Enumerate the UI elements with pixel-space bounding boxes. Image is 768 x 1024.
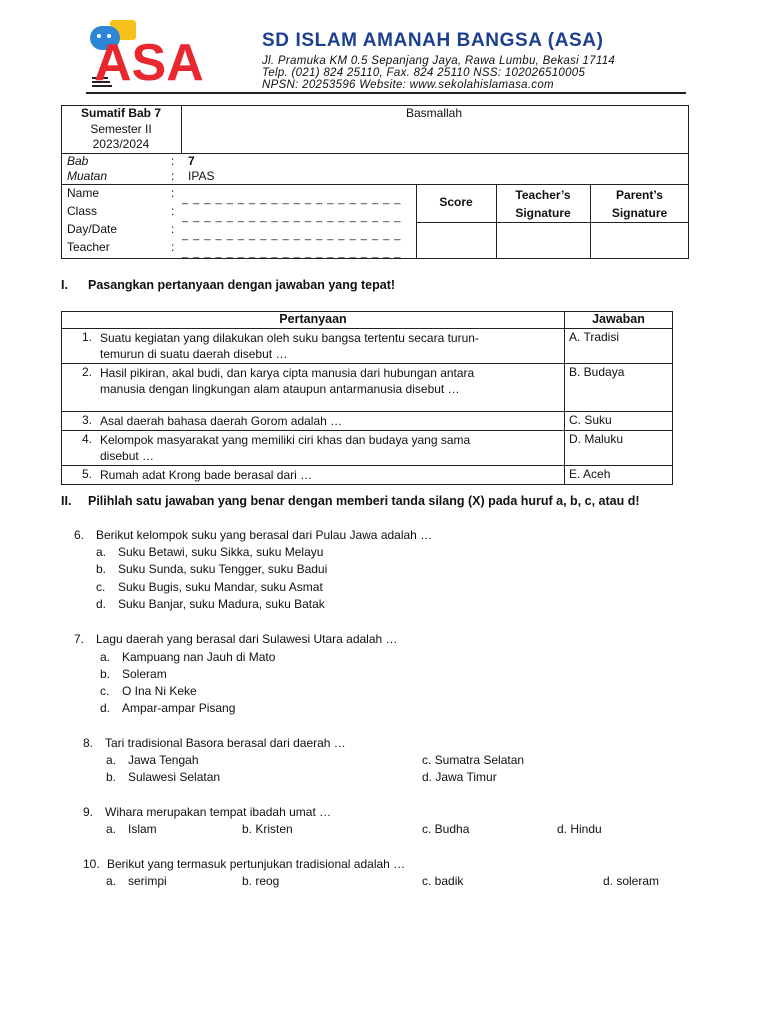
assessment-title: Sumatif Bab 7 [80,106,161,120]
school-year: 2023/2024 [92,137,150,151]
row-number: 5. [62,466,97,485]
school-npsn: NPSN: 20253596 Website: www.sekolahislamasa.com [262,79,554,91]
date-colon: : [171,222,175,236]
option-text: Suku Bugis, suku Mandar, suku Asmat [118,580,323,594]
class-colon: : [171,204,175,218]
name-label: Name [67,186,100,200]
option-text: Suku Sunda, suku Tengger, suku Badui [118,562,328,576]
option-marker[interactable]: a. [106,822,117,836]
parent-signature-box[interactable] [591,223,689,259]
answer-option: E. Aceh [565,466,673,485]
answer-option: D. Maluku [565,431,673,466]
name-field[interactable]: _ _ _ _ _ _ _ _ _ _ _ _ _ _ _ _ _ _ _ _ [182,193,402,205]
teacher-colon: : [171,240,175,254]
answer-column-header: Jawaban [565,312,673,329]
school-name: SD ISLAM AMANAH BANGSA (ASA) [262,30,604,51]
option-text: Sulawesi Selatan [128,770,221,784]
date-label: Day/Date [67,222,118,236]
option-marker[interactable]: c. [100,684,110,698]
class-field[interactable]: _ _ _ _ _ _ _ _ _ _ _ _ _ _ _ _ _ _ _ _ [182,211,402,223]
basmallah-label: Basmallah [406,106,463,120]
option-marker[interactable]: b. [106,770,117,784]
muatan-value: IPAS [188,169,215,183]
row-number: 3. [62,412,97,431]
question-text: Tari tradisional Basora berasal dari daerah … [105,736,346,750]
option-text: O Ina Ni Keke [122,684,197,698]
option-text[interactable]: c. Sumatra Selatan [422,753,525,767]
option-marker[interactable]: a. [106,874,117,888]
option-marker[interactable]: a. [106,753,117,767]
muatan-label: Muatan [67,169,108,183]
table-row [62,364,673,412]
option-text[interactable]: d. Hindu [557,822,602,836]
bab-value: 7 [188,154,195,168]
option-marker[interactable]: b. [100,667,111,681]
bab-colon: : [171,154,175,168]
question-number: 10. [83,857,100,871]
question-number: 6. [74,528,85,542]
teacher-signature-line2: Signature [515,206,571,220]
muatan-colon: : [171,169,175,183]
row-number: 1. [62,329,97,364]
option-text: serimpi [128,874,167,888]
question-line: manusia dengan lingkungan alam ataupun antarmanusia disebut … [100,382,460,396]
signature-grid [416,184,689,259]
question-text [96,431,565,466]
teacher-label: Teacher [67,240,110,254]
question-text: Wihara merupakan tempat ibadah umat … [105,805,332,819]
row-number: 4. [62,431,97,466]
logo-text: ASA [94,34,204,90]
parent-signature-label [590,186,689,222]
table-row [62,466,673,485]
table-row [62,412,673,431]
option-text[interactable]: d. Jawa Timur [422,770,497,784]
option-marker[interactable]: b. [96,562,107,576]
question-text: Berikut kelompok suku yang berasal dari Pulau Jawa adalah … [96,528,433,542]
option-text: Suku Betawi, suku Sikka, suku Melayu [118,545,324,559]
parent-signature-line1: Parent’s [616,188,663,202]
option-text[interactable]: d. soleram [603,874,660,888]
question-text: Rumah adat Krong bade berasal dari … [96,466,565,485]
date-field[interactable]: _ _ _ _ _ _ _ _ _ _ _ _ _ _ _ _ _ _ _ _ [182,229,402,241]
bab-label: Bab [67,154,89,168]
table-row [62,431,673,466]
question-number: 7. [74,632,85,646]
option-text: Ampar-ampar Pisang [122,701,236,715]
question-line: Kelompok masyarakat yang memiliki ciri khas dan budaya yang sama [100,433,471,447]
parent-signature-line2: Signature [611,206,668,220]
name-colon: : [171,186,175,200]
question-text: Lagu daerah yang berasal dari Sulawesi Utara adalah … [96,632,398,646]
option-text: Suku Banjar, suku Madura, suku Batak [118,597,325,611]
question-number: 9. [83,805,94,819]
question-line: Hasil pikiran, akal budi, dan karya cipta manusia dari hubungan antara [100,366,475,380]
teacher-signature-box[interactable] [497,223,590,259]
question-text: Asal daerah bahasa daerah Gorom adalah … [96,412,565,431]
question-text [96,364,565,412]
option-text[interactable]: c. badik [422,874,464,888]
option-marker[interactable]: d. [100,701,111,715]
option-text: Kampuang nan Jauh di Mato [122,650,276,664]
section2-instruction: Pilihlah satu jawaban yang benar dengan memberi tanda silang (X) pada huruf a, b, c, atau d! [88,494,640,508]
option-text: Jawa Tengah [128,753,199,767]
row-number: 2. [62,364,97,412]
matching-table [61,311,673,485]
answer-option: C. Suku [565,412,673,431]
section2-numeral: II. [61,494,72,508]
teacher-signature-line1: Teacher’s [515,188,571,202]
question-line: temurun di suatu daerah disebut … [100,347,288,361]
section1-numeral: I. [61,278,68,292]
score-label: Score [439,195,473,209]
question-number: 8. [83,736,94,750]
option-marker[interactable]: a. [96,545,107,559]
question-line: Suatu kegiatan yang dilakukan oleh suku bangsa tertentu secara turun- [100,331,479,345]
option-text[interactable]: b. reog [242,874,280,888]
option-text[interactable]: b. Kristen [242,822,293,836]
school-logo [88,20,248,90]
assessment-header [61,106,181,153]
option-marker[interactable]: c. [96,580,106,594]
table-row [62,329,673,364]
question-text: Berikut yang termasuk pertunjukan tradisional adalah … [107,857,406,871]
answer-option: A. Tradisi [565,329,673,364]
option-text[interactable]: c. Budha [422,822,470,836]
semester: Semester II [90,121,152,136]
score-box[interactable] [416,223,496,259]
section1-instruction: Pasangkan pertanyaan dengan jawaban yang tepat! [88,278,396,292]
question-column-header: Pertanyaan [62,312,565,329]
option-marker[interactable]: d. [96,597,107,611]
option-marker[interactable]: a. [100,650,111,664]
teacher-field[interactable]: _ _ _ _ _ _ _ _ _ _ _ _ _ _ _ _ _ _ _ _ [182,247,402,259]
answer-option: B. Budaya [565,364,673,412]
question-line: disebut … [100,449,155,463]
option-text: Islam [128,822,157,836]
class-label: Class [67,204,98,218]
teacher-signature-label [496,186,590,222]
school-address: Jl. Pramuka KM 0.5 Sepanjang Jaya, Rawa Lumbu, Bekasi 17114 [262,55,616,67]
school-contact: Telp. (021) 824 25110, Fax. 824 25110 NSS: 102026510005 [262,67,586,79]
header-divider [86,92,686,94]
question-text [96,329,565,364]
option-text: Soleram [122,667,167,681]
